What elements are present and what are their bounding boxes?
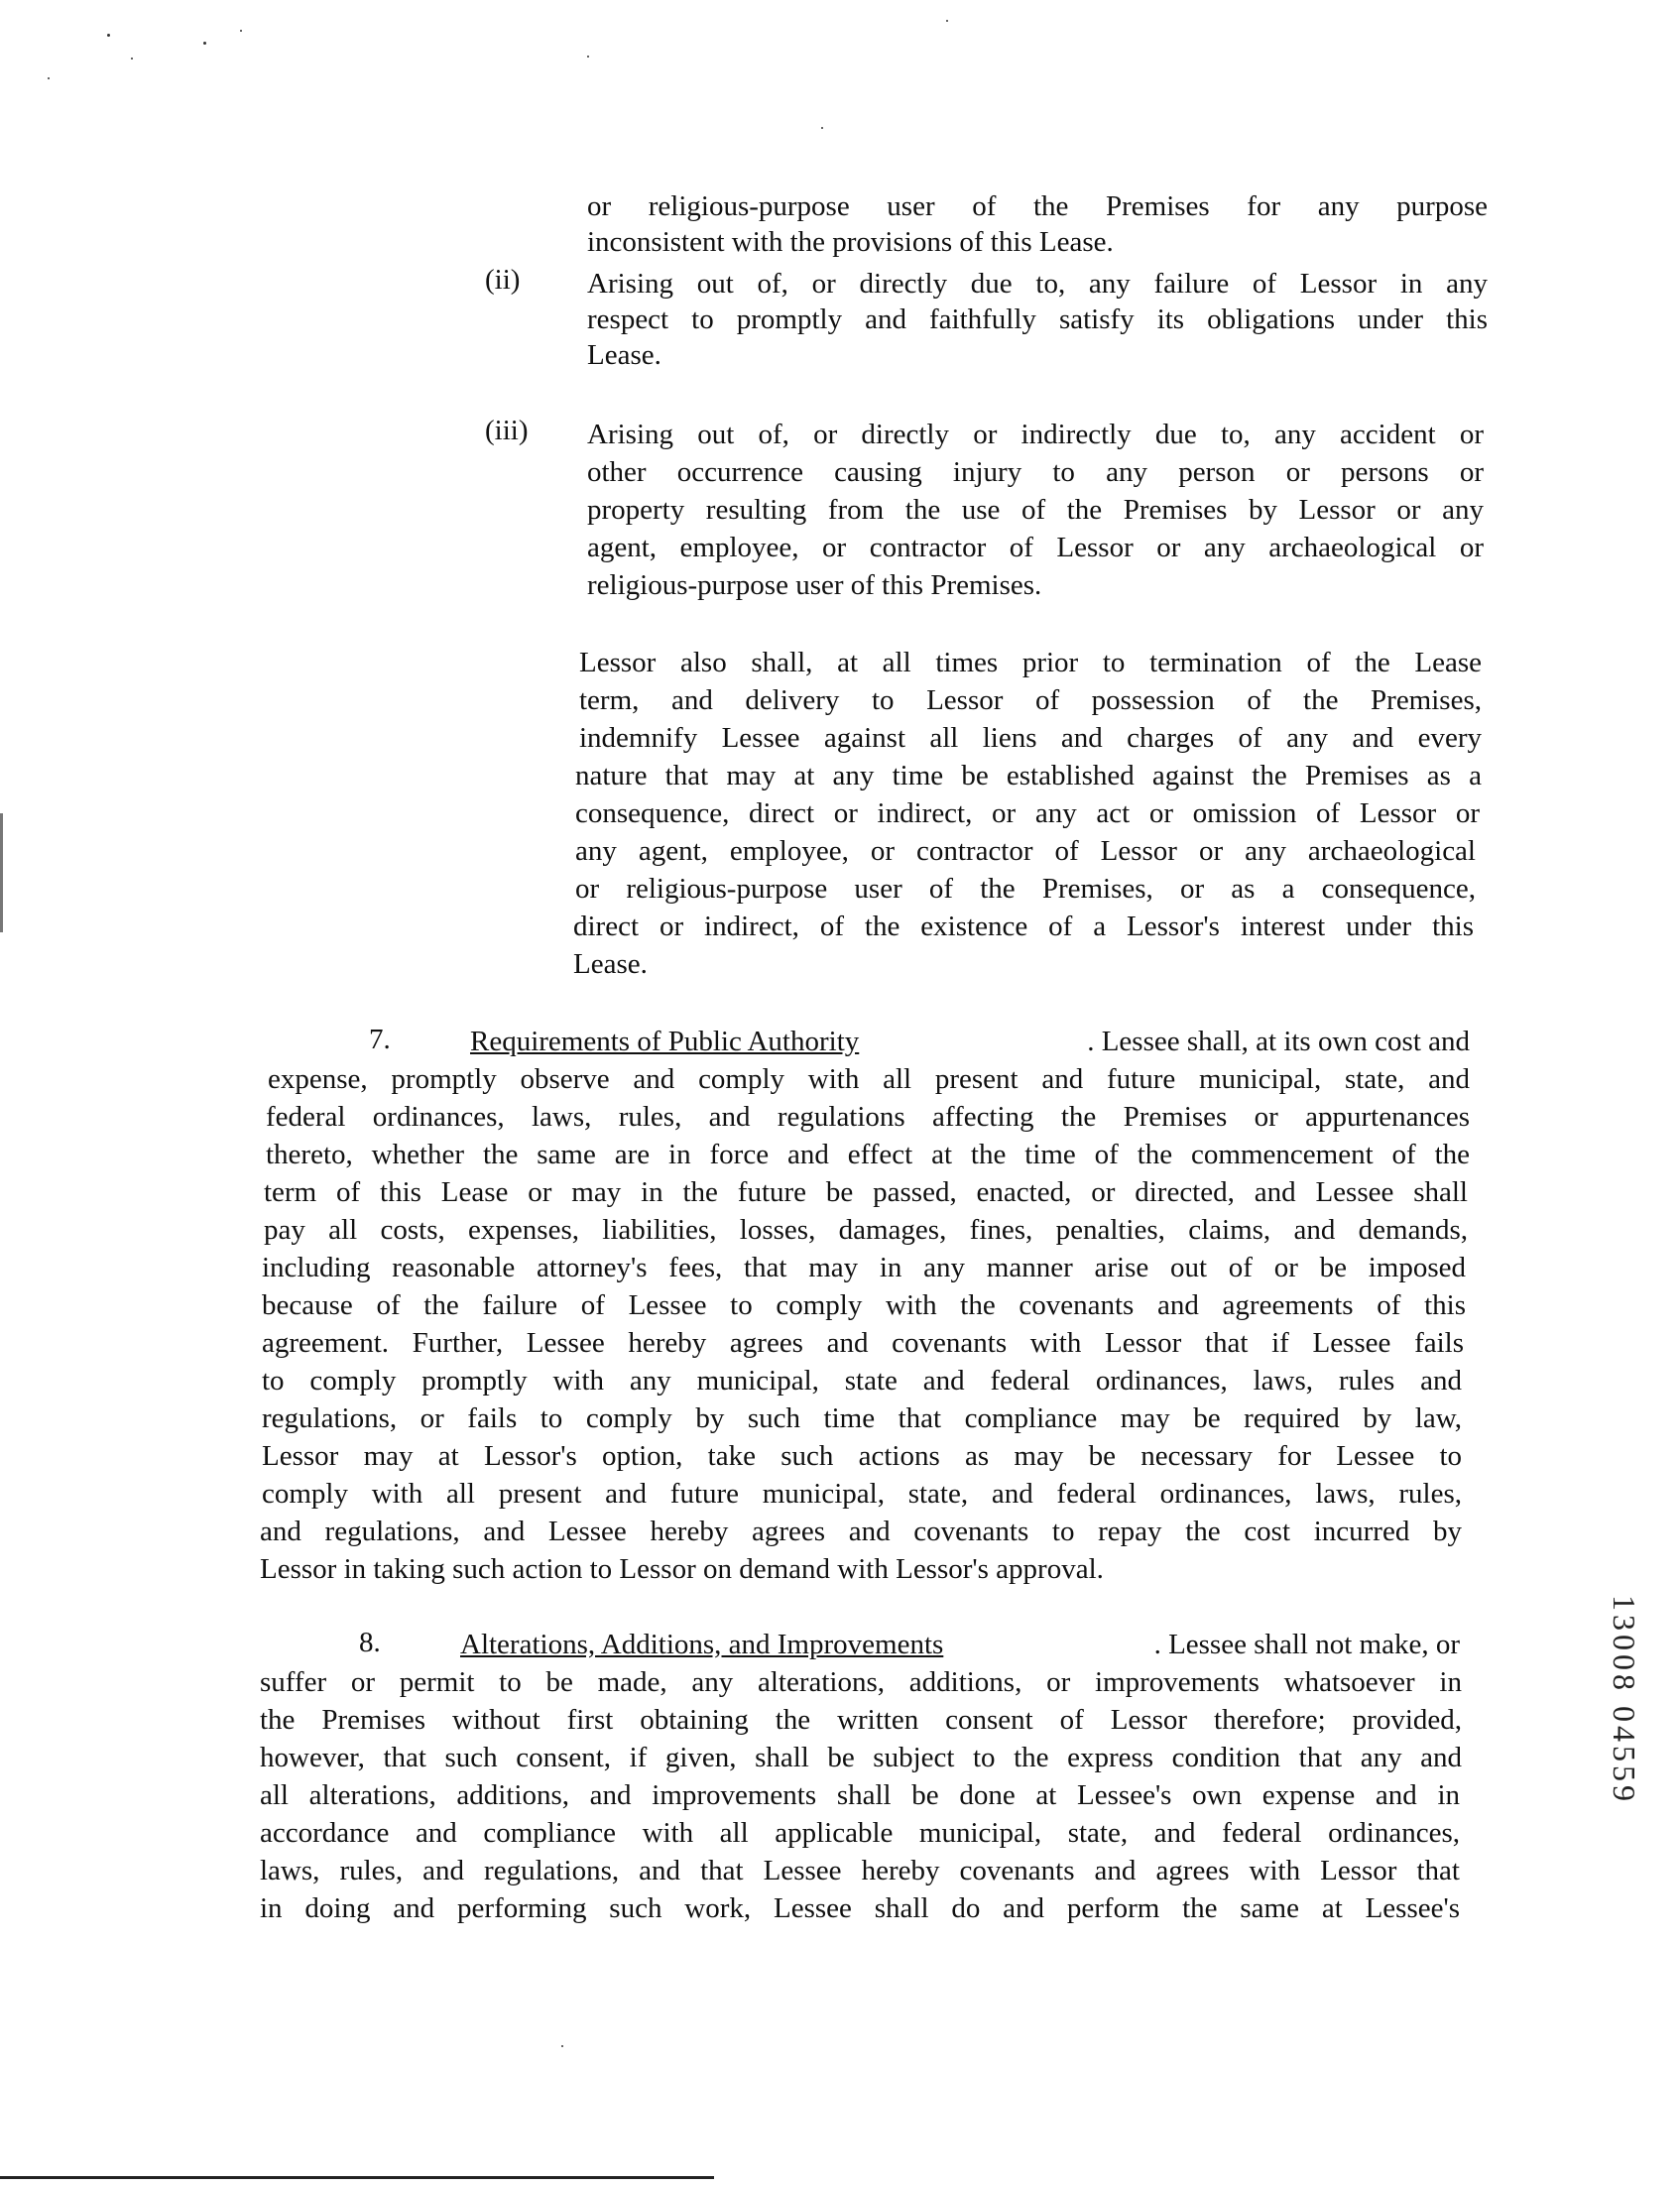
item-iii-line-3: property resulting from the use of the Premises by Lessor or any (587, 494, 1484, 526)
lessor-para-line-5: consequence, direct or indirect, or any act or omission of Lessor or (575, 797, 1480, 829)
scan-speck (131, 58, 133, 60)
section-8-line-5: all alterations, additions, and improvements shall be done at Lessee's own expense and in (260, 1779, 1460, 1811)
item-iii-line-2: other occurrence causing injury to any person or persons or (587, 456, 1484, 488)
section-8-line-3: the Premises without first obtaining the written consent of Lessor therefore; provided, (260, 1704, 1462, 1736)
lessor-para-line-2: term, and delivery to Lessor of possession of the Premises, (579, 684, 1482, 716)
item-iii-line-4: agent, employee, or contractor of Lessor or any archaeological or (587, 532, 1484, 563)
section-7-line-6: pay all costs, expenses, liabilities, losses, damages, fines, penalties, claims, and demands, (264, 1214, 1468, 1246)
section-7-line-15: Lessor in taking such action to Lessor on demand with Lessor's approval. (260, 1553, 1104, 1585)
section-8-line-8: in doing and performing such work, Lessee shall do and perform the same at Lessee's (260, 1892, 1460, 1924)
section-8-line-7: laws, rules, and regulations, and that Lessee hereby covenants and agrees with Lessor that (260, 1855, 1460, 1886)
section-7-line-7: including reasonable attorney's fees, that may in any manner arise out of or be imposed (262, 1252, 1466, 1283)
side-stamp-text: 13008 04559 (1607, 1595, 1642, 1805)
item-ii-label: (ii) (485, 264, 521, 296)
section-7-line-10: to comply promptly with any municipal, state and federal ordinances, laws, rules and (262, 1365, 1462, 1397)
section-7-line-4: thereto, whether the same are in force and effect at the time of the commencement of the (266, 1139, 1470, 1170)
item-iii-line-5: religious-purpose user of this Premises. (587, 569, 1042, 601)
scan-speck (587, 56, 589, 58)
scan-edge-mark (0, 813, 3, 932)
section-7-line-8: because of the failure of Lessee to comply with the covenants and agreements of this (262, 1289, 1466, 1321)
section-7-line-12: Lessor may at Lessor's option, take such actions as may be necessary for Lessee to (262, 1440, 1462, 1472)
section-7-number: 7. (369, 1024, 391, 1055)
item-ii-line-2: respect to promptly and faithfully satisfy its obligations under this (587, 304, 1488, 335)
side-stamp (1607, 1595, 1646, 1863)
section-8-heading: Alterations, Additions, and Improvements (460, 1629, 944, 1660)
section-8-number: 8. (359, 1627, 381, 1658)
scan-bottom-edge (0, 2176, 714, 2179)
scan-speck (561, 2045, 563, 2047)
lessor-para-line-4: nature that may at any time be established against the Premises as a (575, 760, 1482, 791)
scan-speck (203, 42, 206, 45)
section-8-line-6: accordance and compliance with all applicable municipal, state, and federal ordinances, (260, 1817, 1460, 1849)
lessor-para-line-9: Lease. (573, 948, 648, 980)
item-ii-line-1: Arising out of, or directly due to, any failure of Lessor in any (587, 268, 1488, 300)
section-7-line-13: comply with all present and future municipal, state, and federal ordinances, laws, rules, (262, 1478, 1462, 1510)
section-7-line-14: and regulations, and Lessee hereby agrees and covenants to repay the cost incurred by (260, 1516, 1462, 1547)
section-7-first-line (470, 1024, 1470, 1059)
item-iii-label: (iii) (485, 415, 529, 446)
lessor-para-line-6: any agent, employee, or contractor of Lessor or any archaeological (575, 835, 1476, 867)
section-7-line-5: term of this Lease or may in the future be passed, enacted, or directed, and Lessee shall (264, 1176, 1468, 1208)
block-a-line-1: or religious-purpose user of the Premises for any purpose (587, 190, 1488, 222)
lessor-para-line-7: or religious-purpose user of the Premises, or as a consequence, (575, 873, 1476, 905)
scan-speck (107, 34, 110, 37)
section-7-line-2: expense, promptly observe and comply with all present and future municipal, state, and (268, 1063, 1470, 1095)
scan-speck (48, 77, 50, 79)
section-8-line-2: suffer or permit to be made, any alterations, additions, or improvements whatsoever in (260, 1666, 1462, 1698)
section-8-line-4: however, that such consent, if given, shall be subject to the express condition that any and (260, 1742, 1462, 1773)
section-7-line-3: federal ordinances, laws, rules, and regulations affecting the Premises or appurtenances (266, 1101, 1470, 1133)
section-8-first-line (460, 1627, 1460, 1662)
section-7-first-line-rest: . Lessee shall, at its own cost and (1087, 1026, 1470, 1057)
item-iii-line-1: Arising out of, or directly or indirectly due to, any accident or (587, 419, 1484, 450)
lessor-para-line-8: direct or indirect, of the existence of a Lessor's interest under this (573, 911, 1474, 942)
block-a-line-2: inconsistent with the provisions of this Lease. (587, 226, 1114, 258)
scan-speck (946, 20, 948, 22)
scan-speck (240, 30, 242, 32)
section-8-first-line-rest: . Lessee shall not make, or (1153, 1629, 1460, 1660)
section-7-line-9: agreement. Further, Lessee hereby agrees and covenants with Lessor that if Lessee fails (262, 1327, 1464, 1359)
section-7-line-11: regulations, or fails to comply by such time that compliance may be required by law, (262, 1402, 1462, 1434)
section-7-heading: Requirements of Public Authority (470, 1026, 860, 1057)
item-ii-line-3: Lease. (587, 339, 661, 371)
lessor-para-line-1: Lessor also shall, at all times prior to termination of the Lease (579, 647, 1482, 678)
lessor-para-line-3: indemnify Lessee against all liens and charges of any and every (579, 722, 1482, 754)
scan-speck (821, 127, 823, 129)
